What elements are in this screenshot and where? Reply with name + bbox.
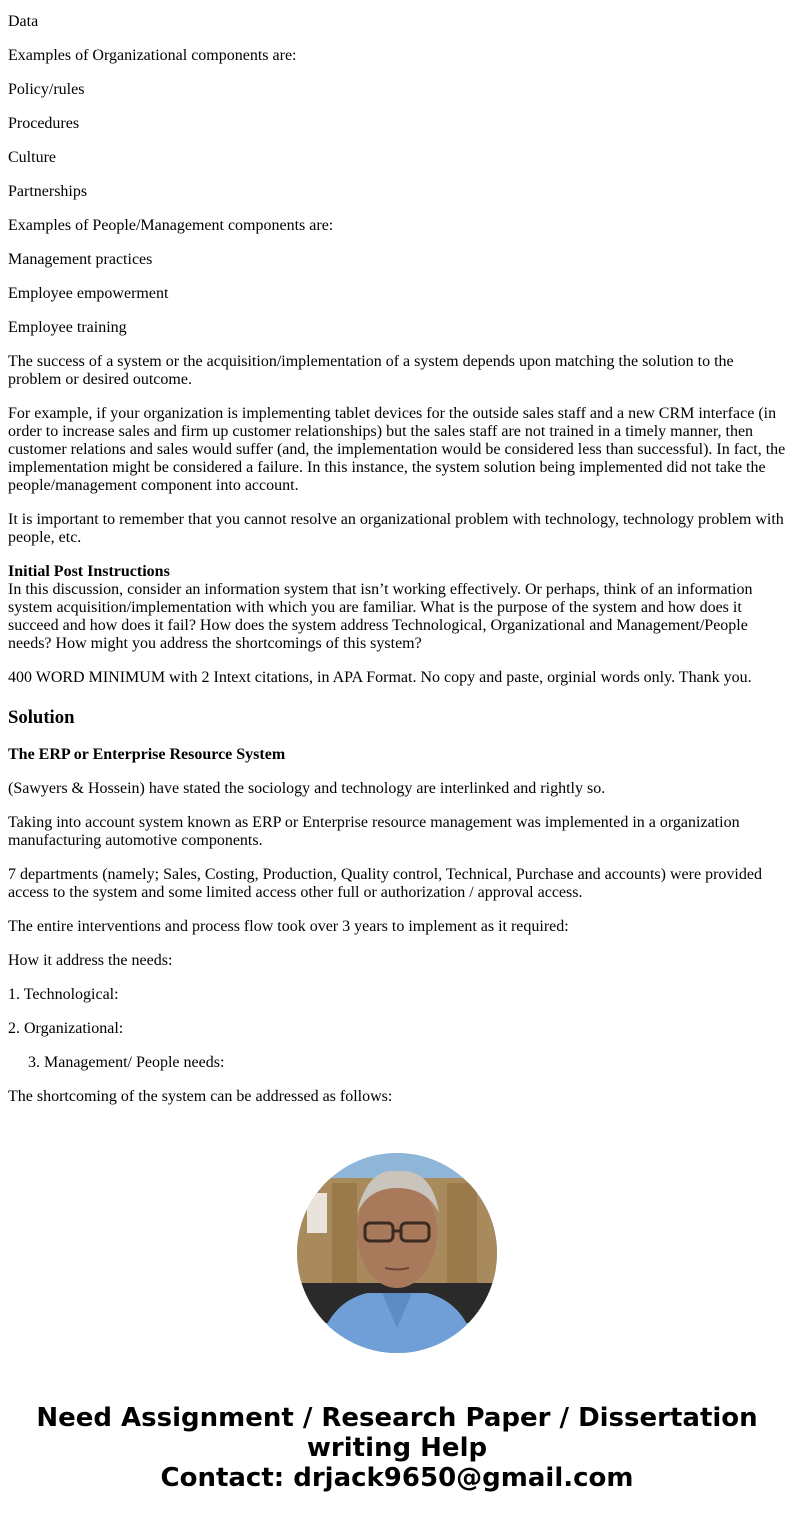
intro-line-empowerment: Employee empowerment	[8, 285, 169, 302]
intro-line-management-practices: Management practices	[8, 251, 153, 268]
intro-line-policy: Policy/rules	[8, 81, 85, 98]
instructions-body: In this discussion, consider an information system that isn’t working effectively. Or perhaps, think of an information system acquisition/implementation with which you are familiar. What is the purpose of the system and how does it succeed and how does it fail? How does the system address Technological, Organizational and Management/People needs? How might you address the shortcomings of this system?	[8, 581, 753, 652]
intro-line-procedures: Procedures	[8, 115, 80, 132]
intro-line-data: Data	[8, 13, 39, 30]
promo-contact: Contact: drjack9650@gmail.com	[160, 1463, 634, 1493]
instructions-requirement: 400 WORD MINIMUM with 2 Intext citations, in APA Format. No copy and paste, orginial words only. Thank you.	[8, 669, 752, 686]
solution-paragraph-needs-intro: How it address the needs:	[8, 952, 173, 969]
intro-line-culture: Culture	[8, 149, 56, 166]
paragraph-example: For example, if your organization is implementing tablet devices for the outside sales staff and a new CRM interface (in order to increase sales and firm up customer relationships) but the sales staff are not trained in a timely manner, then customer relations and sales would suffer (and, the implementation would be considered less than successful). In fact, the implementation might be considered a failure. In this instance, the system solution being implemented did not take the people/management component into account.	[8, 405, 786, 494]
author-avatar	[297, 1153, 497, 1353]
solution-paragraph-erp: Taking into account system known as ERP or Enterprise resource management was implemented in a organization manufacturing automotive components.	[8, 814, 740, 849]
need-item-management: 3. Management/ People needs:	[28, 1054, 225, 1071]
solution-paragraph-departments: 7 departments (namely; Sales, Costing, Production, Quality control, Technical, Purchase and accounts) were provided access to the system and some limited access other full or authorization / approval access.	[8, 866, 762, 901]
instructions-heading: Initial Post Instructions	[8, 563, 170, 580]
need-item-technological: 1. Technological:	[8, 986, 119, 1003]
solution-paragraph-timeline: The entire interventions and process flow took over 3 years to implement as it required:	[8, 918, 569, 935]
paragraph-important: It is important to remember that you cannot resolve an organizational problem with technology, technology problem with people, etc.	[8, 511, 784, 546]
solution-closing: The shortcoming of the system can be addressed as follows:	[8, 1088, 393, 1105]
paragraph-success: The success of a system or the acquisition/implementation of a system depends upon matching the solution to the problem or desired outcome.	[8, 353, 734, 388]
solution-subheading: The ERP or Enterprise Resource System	[8, 746, 286, 763]
intro-line-training: Employee training	[8, 319, 127, 336]
author-photo-icon	[297, 1153, 497, 1353]
promo-banner	[0, 1403, 794, 1493]
promo-line-2: writing Help	[306, 1433, 488, 1463]
solution-paragraph-citation: (Sawyers & Hossein) have stated the sociology and technology are interlinked and rightly so.	[8, 780, 606, 797]
solution-heading: Solution	[8, 707, 75, 728]
intro-line-people-examples: Examples of People/Management components are:	[8, 217, 334, 234]
instructions-block	[8, 563, 786, 653]
intro-line-partnerships: Partnerships	[8, 183, 88, 200]
need-item-organizational: 2. Organizational:	[8, 1020, 124, 1037]
promo-line-1: Need Assignment / Research Paper / Dissertation	[36, 1403, 758, 1433]
intro-line-org-examples: Examples of Organizational components are:	[8, 47, 297, 64]
